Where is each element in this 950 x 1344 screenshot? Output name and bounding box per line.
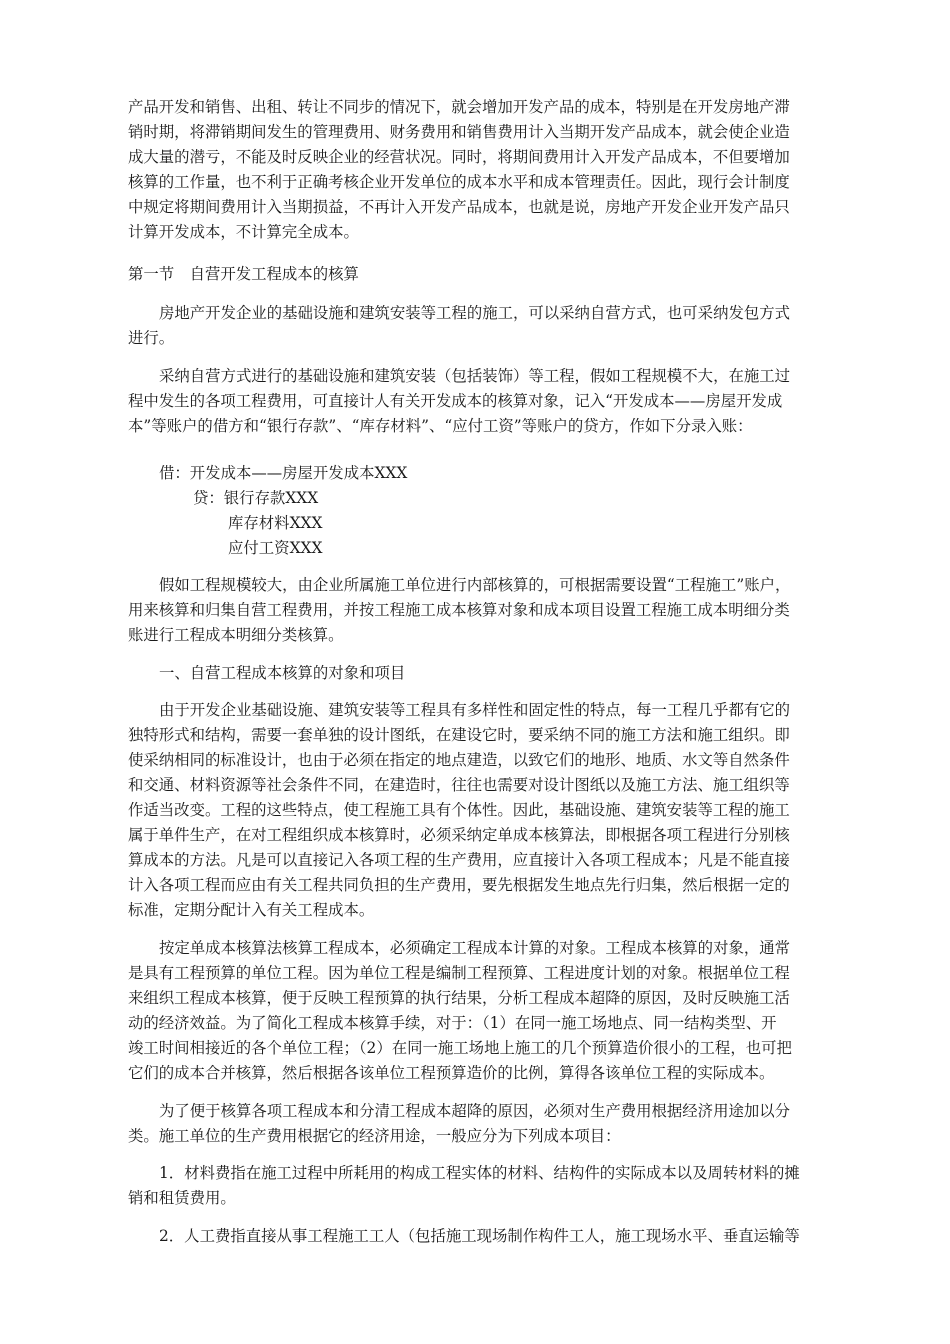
text-line: 是具有工程预算的单位工程。因为单位工程是编制工程预算、工程进度计划的对象。根据单位工程: [128, 964, 790, 982]
section-title: 第一节 自营开发工程成本的核算: [128, 265, 359, 283]
paragraph-cost-objects: [128, 698, 834, 923]
text-line: 2．人工费指直接从事工程施工工人（包括施工现场制作构件工人，施工现场水平、垂直运输等: [159, 1227, 800, 1245]
text-line: 用来核算和归集自营工程费用，并按工程施工成本核算对象和成本项目设置工程施工成本明细分类: [128, 601, 790, 619]
text-line: 来组织工程成本核算，便于反映工程预算的执行结果，分析工程成本超降的原因，及时反映施工活: [128, 989, 790, 1007]
text-line: 独特形式和结构，需要一套单独的设计图纸，在建设它时，要采纳不同的施工方法和施工组织。即: [128, 726, 790, 744]
text-line: 标准，定期分配计入有关工程成本。: [128, 901, 375, 919]
paragraph-period-expenses: [128, 95, 834, 245]
text-line: 成大量的潜亏，不能及时反映企业的经营状况。同时，将期间费用计入开发产品成本，不但要增加: [128, 148, 790, 166]
journal-debit-line: 借：开发成本——房屋开发成本XXX: [159, 464, 408, 482]
text-line: 中规定将期间费用计入当期损益，不再计入开发产品成本，也就是说，房地产开发企业开发产品只: [128, 198, 790, 216]
journal-credit-line: 库存材料XXX: [228, 514, 323, 532]
text-line: 动的经济效益。为了简化工程成本核算手续，对于：（1）在同一施工场地点、同一结构类型、开: [128, 1014, 777, 1032]
text-line: 由于开发企业基础设施、建筑安装等工程具有多样性和固定性的特点，每一工程几乎都有它的: [159, 701, 791, 719]
text-line: 计入各项工程而应由有关工程共同负担的生产费用，要先根据发生地点先行归集，然后根据一定的: [128, 876, 790, 894]
text-line: 竣工时间相接近的各个单位工程；（2）在同一施工场地上施工的几个预算造价很小的工程，也可把: [128, 1039, 792, 1057]
text-line: 采纳自营方式进行的基础设施和建筑安装（包括装饰）等工程，假如工程规模不大，在施工过: [159, 367, 791, 385]
paragraph-labor-cost: [128, 1224, 834, 1249]
text-line: 程中发生的各项工程费用，可直接计人有关开发成本的核算对象，记入“开发成本——房屋开发成: [128, 392, 783, 410]
text-line: 销时期，将滞销期间发生的管理费用、财务费用和销售费用计入当期开发产品成本，就会使企业造: [128, 123, 790, 141]
text-line: 房地产开发企业的基础设施和建筑安装等工程的施工，可以采纳自营方式，也可采纳发包方式: [159, 304, 791, 322]
text-line: 计算开发成本，不计算完全成本。: [128, 223, 359, 241]
text-line: 它们的成本合并核算，然后根据各该单位工程预算造价的比例，算得各该单位工程的实际成本。: [128, 1064, 775, 1082]
text-line: 类。施工单位的生产费用根据它的经济用途，一般应分为下列成本项目：: [128, 1127, 621, 1145]
text-line: 核算的工作量，也不利于正确考核企业开发单位的成本水平和成本管理责任。因此，现行会计制度: [128, 173, 790, 191]
text-line: 属于单件生产，在对工程组织成本核算时，必须采纳定单成本核算法，即根据各项工程进行分别核: [128, 826, 790, 844]
journal-credit-line: 贷：银行存款XXX: [193, 489, 319, 507]
paragraph-large-scale: [128, 573, 834, 648]
text-line: 算成本的方法。凡是可以直接记入各项工程的生产费用，应直接计入各项工程成本；凡是不能直接: [128, 851, 790, 869]
text-line: 销和租赁费用。: [128, 1189, 236, 1207]
paragraph-construction-methods: [128, 301, 834, 351]
paragraph-order-costing: [128, 936, 834, 1086]
paragraph-cost-items: [128, 1099, 834, 1149]
text-line: 按定单成本核算法核算工程成本，必须确定工程成本计算的对象。工程成本核算的对象，通常: [159, 939, 791, 957]
paragraph-material-cost: [128, 1161, 834, 1211]
text-line: 假如工程规模较大，由企业所属施工单位进行内部核算的，可根据需要设置“工程施工”账户，: [159, 576, 791, 594]
text-line: 为了便于核算各项工程成本和分清工程成本超降的原因，必须对生产费用根据经济用途加以分: [159, 1102, 791, 1120]
journal-credit-line: 应付工资XXX: [228, 539, 323, 557]
text-line: 账进行工程成本明细分类核算。: [128, 626, 344, 644]
text-line: 本”等账户的借方和“银行存款”、“库存材料”、“应付工资”等账户的贷方，作如下分录入账：: [128, 417, 753, 435]
text-line: 产品开发和销售、出租、转让不同步的情况下，就会增加开发产品的成本，特别是在开发房地产滞: [128, 98, 790, 116]
paragraph-self-operated: [128, 364, 834, 439]
text-line: 作适当改变。工程的这些特点，使工程施工具有个体性。因此，基础设施、建筑安装等工程的施工: [128, 801, 790, 819]
text-line: 使采纳相同的标准设计，也由于必须在指定的地点建造，以致它们的地形、地质、水文等自然条件: [128, 751, 790, 769]
text-line: 和交通、材料资源等社会条件不同，在建造时，往往也需要对设计图纸以及施工方法、施工组织等: [128, 776, 790, 794]
subheading: 一、自营工程成本核算的对象和项目: [159, 664, 406, 682]
text-line: 进行。: [128, 329, 175, 347]
text-line: 1．材料费指在施工过程中所耗用的构成工程实体的材料、结构件的实际成本以及周转材料的摊: [159, 1164, 800, 1182]
